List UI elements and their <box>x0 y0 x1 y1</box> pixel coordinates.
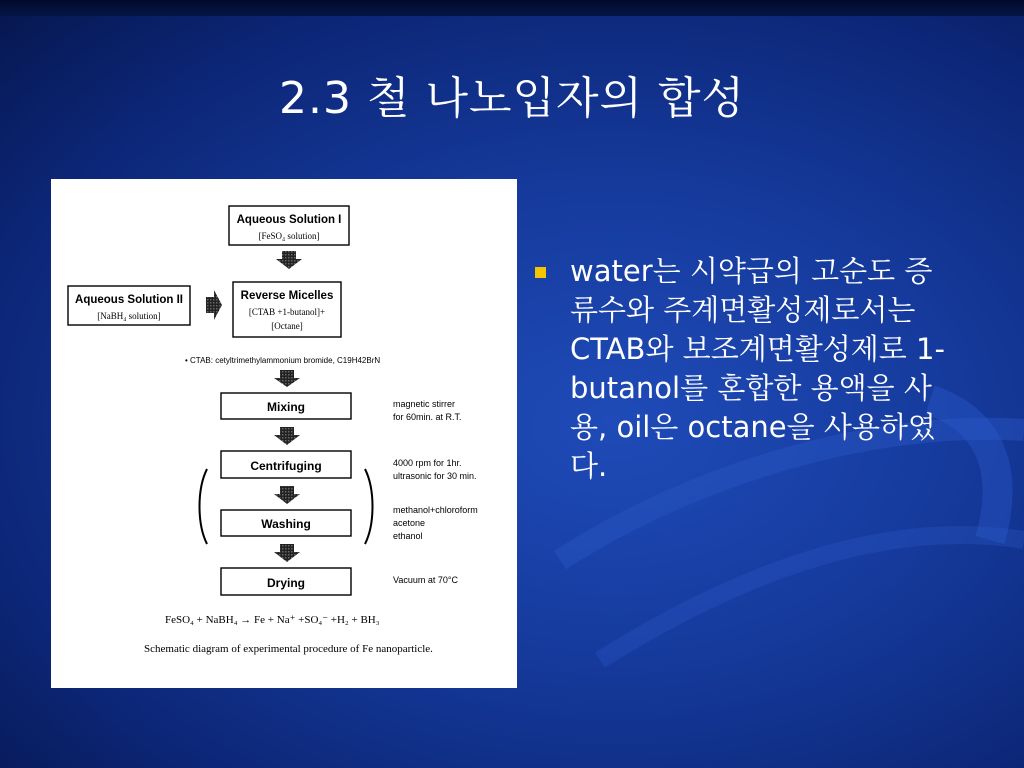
bullet-text: water는 시약급의 고순도 증류수와 주계면활성제로서는 CTAB와 보조계면활성제로 1-butanol를 혼합한 용액을 사용, oil은 octane을 사용하였다. <box>570 254 945 483</box>
slide-title: 2.3 철 나노입자의 합성 <box>279 73 745 124</box>
aqueous-solution-2-title: Aqueous Solution II <box>75 294 183 306</box>
figure-caption: Schematic diagram of experimental procedure of Fe nanoparticle. <box>144 643 433 655</box>
square-bullet-icon <box>535 267 546 278</box>
aqueous-solution-1-sub: [FeSO₄ solution] <box>258 231 320 241</box>
washing-note-3: ethanol <box>393 531 423 541</box>
centrifuge-note-1: 4000 rpm for 1hr. <box>393 458 462 468</box>
aqueous-solution-1-title: Aqueous Solution I <box>236 214 342 226</box>
mixing-note-2: for 60min. at R.T. <box>393 412 462 422</box>
arrow-down-icon <box>276 251 302 269</box>
reverse-micelles-sub1: [CTAB +1-butanol]+ <box>248 307 326 317</box>
reaction-equation: FeSO₄ + NaBH₄ → Fe + Na⁺ +SO₄⁻ +H₂ + BH₃ <box>165 614 380 626</box>
arrow-down-icon <box>274 427 300 445</box>
right-loop-bracket <box>365 469 373 544</box>
drying-note: Vacuum at 70°C <box>393 575 458 585</box>
left-loop-bracket <box>200 469 208 544</box>
reverse-micelles-sub2: [Octane] <box>271 321 303 331</box>
step-drying: Drying <box>266 576 306 590</box>
arrow-down-icon <box>274 486 300 504</box>
mixing-note-1: magnetic stirrer <box>393 399 456 409</box>
ctab-note: • CTAB: cetyltrimethylammonium bromide, C19H42BrN <box>185 356 381 365</box>
step-centrifuging: Centrifuging <box>250 459 322 473</box>
washing-note-2: acetone <box>393 518 426 528</box>
step-washing: Washing <box>261 517 311 531</box>
arrow-right-icon <box>206 290 222 320</box>
arrow-down-icon <box>274 544 300 562</box>
aqueous-solution-2-sub: [NaBH₄ solution] <box>97 311 161 321</box>
step-mixing: Mixing <box>267 400 305 414</box>
arrow-down-icon <box>274 370 300 387</box>
washing-note-1: methanol+chloroform <box>393 505 478 515</box>
bullet-list <box>535 252 955 486</box>
reverse-micelles-title: Reverse Micelles <box>240 290 334 302</box>
centrifuge-note-2: ultrasonic for 30 min. <box>393 471 477 481</box>
procedure-diagram-figure <box>51 179 517 688</box>
